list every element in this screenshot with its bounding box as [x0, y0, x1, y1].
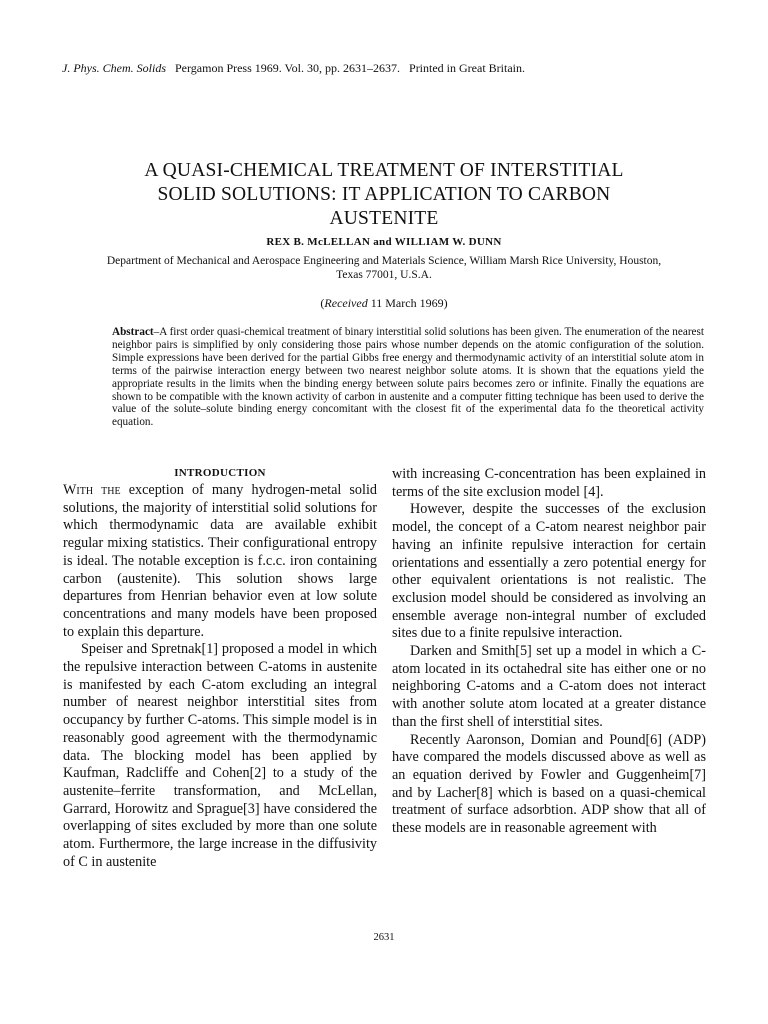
journal-citation: Pergamon Press 1969. Vol. 30, pp. 2631–2637.	[175, 61, 401, 75]
affiliation: Department of Mechanical and Aerospace Engineering and Materials Science, William Marsh Rice University, Houston, Texas 77001, U.S.A.	[106, 255, 662, 281]
right-paragraph-2: However, despite the successes of the exclusion model, the concept of a C-atom nearest neighbor pair having an infinite repulsive interaction for certain orientations and essentially a zero potential energy for other equivalent orientations is not realistic. The exclusion model should be considered as involving an ensemble average non-integral number of excluded sites due to a finite repulsive interaction.	[392, 501, 706, 642]
title-line-3: AUSTENITE	[329, 208, 439, 229]
intro-heading: INTRODUCTION	[174, 467, 266, 479]
left-paragraph-1-text: exception of many hydrogen-metal solid solutions, the majority of interstitial solid solutions for which thermodynamic data are available exhibit regular mixing statistics. Their configurational entropy is ideal. The notable exception is f.c.c. iron containing carbon (austenite). This solution shows large departures from Henrian behavior even at low solute concentrations and many models have been proposed to explain this departure.	[63, 482, 378, 640]
received-date: (Received 11 March 1969)	[320, 296, 448, 310]
right-column	[392, 466, 706, 838]
received-label: Received	[324, 296, 368, 310]
lead-in: With the	[63, 482, 121, 498]
page-number: 2631	[373, 932, 395, 943]
right-paragraph-1: with increasing C-concentration has been explained in terms of the site exclusion model [4].	[392, 466, 706, 500]
abstract: Abstract–A first order quasi-chemical treatment of binary interstitial solid solutions has been given. The enumeration of the nearest neighbor pairs is simplified by only considering those pairs whose number depends on the atomic configuration of the solution. Simple expressions have been derived for the partial Gibbs free energy and thermodynamic activity of an interstitial solute atom in terms of the pairwise interaction energy between two nearest neighbor solute atoms. It is shown that the equations yield the appropriate results in the limits when the binding energy between solute pairs becomes zero or infinite. Finally the equations are shown to be compatible with the known activity of carbon in austenite and a computer fitting technique has been used to derive the value of the solute–solute binding energy concomitant with the closest fit of the experimental data fo the theoretical activity equation.	[112, 326, 704, 429]
abstract-label: Abstract	[112, 326, 154, 338]
left-paragraph-2: Speiser and Spretnak[1] proposed a model in which the repulsive interaction between C-atoms in austenite is manifested by each C-atom excluding an integral number of nearest neighbor interstitial sites from occupancy by further C-atoms. This simple model is in reasonably good agreement with the thermodynamic data. The blocking model has been applied by Kaufman, Radcliffe and Cohen[2] to a study of the austenite–ferrite transformation, and McLellan, Garrard, Horowitz and Sprague[3] have considered the overlapping of sites excluded by more than one solute atom. Furthermore, the large increase in the diffusivity of C in austenite	[63, 641, 377, 870]
left-column	[63, 466, 377, 871]
journal-name: J. Phys. Chem. Solids	[62, 61, 166, 75]
printed-note: Printed in Great Britain.	[409, 61, 525, 75]
left-paragraph-1	[63, 482, 377, 641]
right-paragraph-4: Recently Aaronson, Domian and Pound[6] (ADP) have compared the models discussed above as well as an equation derived by Fowler and Guggenheim[7] and by Lacher[8] which is based on a quasi-chemical treatment of surface adsorbtion. ADP show that all of these models are in reasonable agreement with	[392, 731, 706, 837]
title-line-2: SOLID SOLUTIONS: IT APPLICATION TO CARBON	[157, 184, 611, 205]
authors: REX B. McLELLAN and WILLIAM W. DUNN	[266, 236, 502, 248]
abstract-text: A first order quasi-chemical treatment of binary interstitial solid solutions has been given. The enumeration of the nearest neighbor pairs is simplified by only considering those pairs whose number depends on the atomic configuration of the solution. Simple expressions have been derived for the partial Gibbs free energy and thermodynamic activity of an interstitial solute atom in terms of the pairwise interaction energy between two nearest neighbor solute atoms. It is shown that the equations yield the appropriate results in the limits when the binding energy between solute pairs becomes zero or infinite. Finally the equations are shown to be compatible with the known activity of carbon in austenite and a computer fitting technique has been used to derive the value of the solute–solute binding energy concomitant with the closest fit of the experimental data fo the theoretical activity equation.	[112, 326, 704, 429]
journal-header	[62, 61, 702, 76]
right-paragraph-3: Darken and Smith[5] set up a model in which a C-atom located in its octahedral site has either one or no neighboring C-atoms and a C-atom does not interact with another solute atom located at a greater distance than the first shell of interstitial sites.	[392, 643, 706, 730]
title-line-1: A QUASI-CHEMICAL TREATMENT OF INTERSTITIAL	[144, 160, 624, 181]
received-value: 11 March 1969	[370, 296, 444, 310]
article-title	[84, 159, 684, 231]
